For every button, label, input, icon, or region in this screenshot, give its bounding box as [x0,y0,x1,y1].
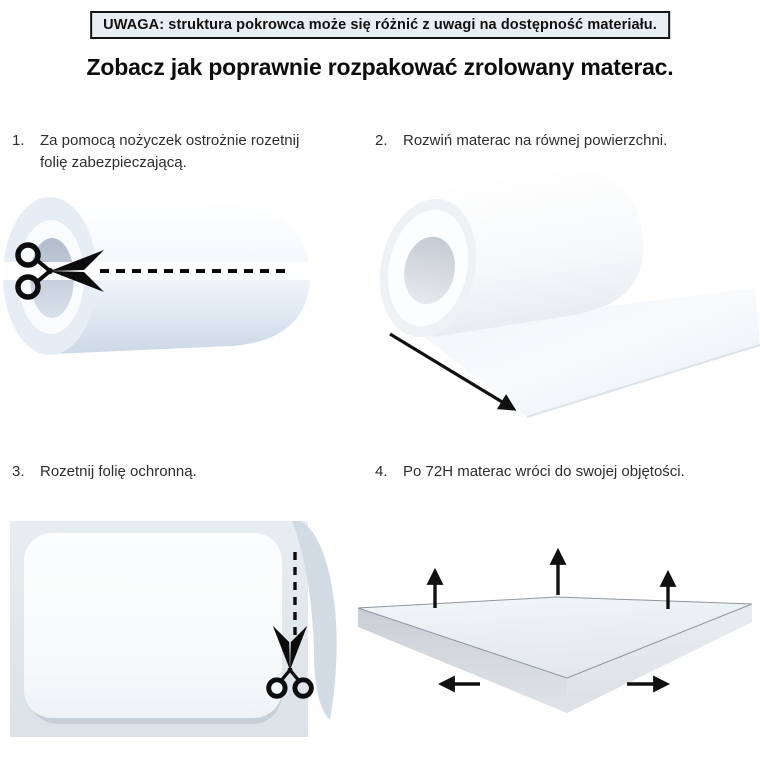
notice-banner-text: UWAGA: struktura pokrowca może się różnić z uwagi na dostępność materiału. [103,17,657,33]
step-4-text: Po 72H materac wróci do swojej objętości. [403,463,685,480]
step-2-label [375,130,755,152]
page-title: Zobacz jak poprawnie rozpakować zrolowany materac. [86,54,674,80]
step-4-illustration [355,505,760,760]
step-3-text: Rozetnij folię ochronną. [40,463,197,480]
mattress-slab [358,597,752,713]
step-4-label [375,461,755,483]
step-3-illustration [8,512,354,758]
mattress-top [24,533,282,718]
step-2-illustration [360,158,760,422]
step-2-text: Rozwiń materac na równej powierzchni. [403,132,668,149]
step-2-number: 2. [375,132,388,149]
step-1-illustration [0,192,332,364]
notice-banner [90,11,670,39]
step-4-number: 4. [375,463,388,480]
step-1-label [12,130,327,174]
step-3-label [12,461,342,483]
step-1-number: 1. [12,132,25,149]
step-3-number: 3. [12,463,25,480]
step-1-text: Za pomocą nożyczek ostrożnie rozetnij folię zabezpieczającą. [40,132,300,171]
